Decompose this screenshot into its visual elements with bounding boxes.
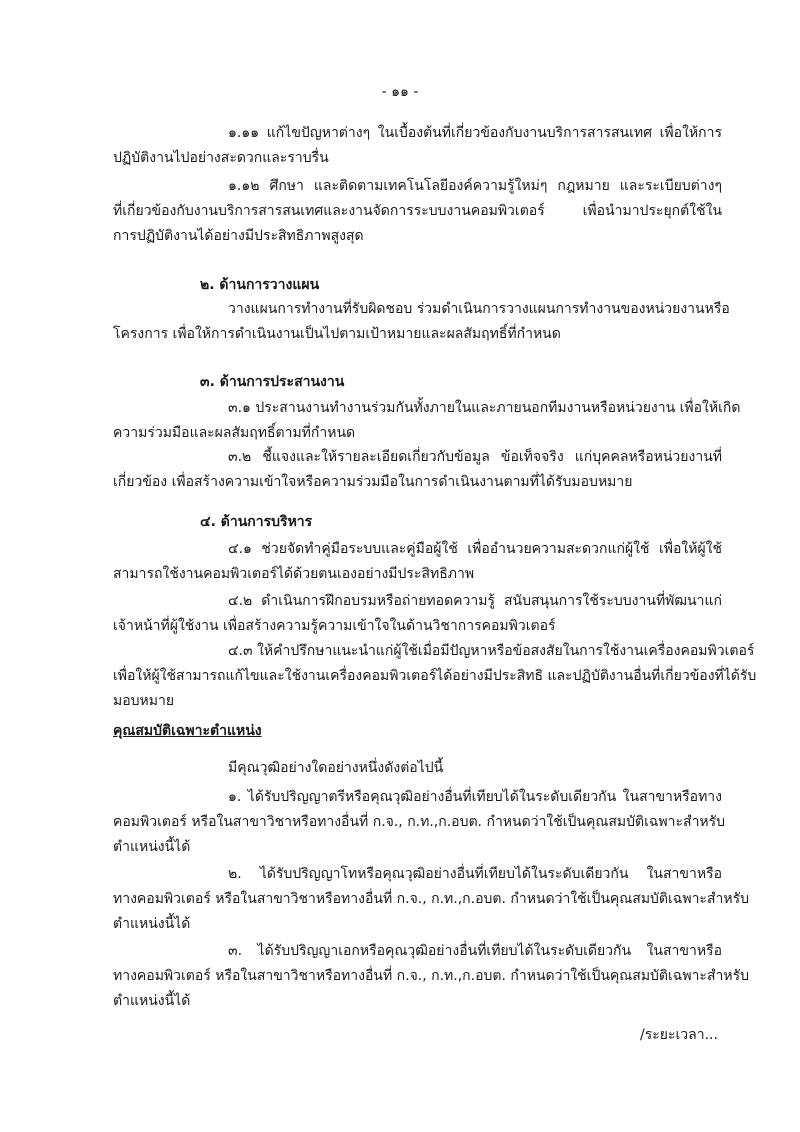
continuation-footer: /ระยะเวลา...: [640, 1027, 718, 1043]
text-line: ปฏิบัติงานไปอย่างสะดวกและราบรื่น: [113, 150, 329, 166]
paragraph-p3-1: [113, 396, 741, 446]
text-line: โครงการ เพื่อให้การดำเนินงานเป็นไปตามเป้าหมายและผลสัมฤทธิ์ที่กำหนด: [113, 326, 561, 342]
text-line: ๓.๒ ชี้แจงและให้รายละเอียดเกี่ยวกับข้อมูล ข้อเท็จจริง แก่บุคคลหรือหน่วยงานที่: [228, 449, 722, 465]
text-line: ตำแหน่งนี้ได้: [113, 916, 191, 932]
paragraph-q2: [113, 862, 749, 937]
paragraph-p4-1: [113, 537, 722, 587]
text-line: เกี่ยวข้อง เพื่อสร้างความเข้าใจหรือความร่วมมือในการดำเนินงานตามที่ได้รับมอบหมาย: [113, 474, 633, 490]
text-line: ๒. ด้านการวางแผน: [200, 277, 320, 293]
text-line: วางแผนการทำงานที่รับผิดชอบ ร่วมดำเนินการวางแผนการทำงานของหน่วยงานหรือ: [228, 301, 730, 317]
text-line: ๔.๒ ดำเนินการฝึกอบรมหรือถ่ายทอดความรู้ สนับสนุนการใช้ระบบงานที่พัฒนาแก่: [228, 593, 722, 609]
text-line: ๑.๑๑ แก้ไขปัญหาต่างๆ ในเบื้องต้นที่เกี่ยวข้องกับงานบริการสารสนเทศ เพื่อให้การ: [228, 125, 722, 141]
paragraph-qual-intro: [113, 756, 722, 781]
paragraph-p1-12: [113, 174, 722, 249]
text-line: สามารถใช้งานคอมพิวเตอร์ได้ด้วยตนเองอย่างมีประสิทธิภาพ: [113, 566, 475, 582]
text-line: ทางคอมพิวเตอร์ หรือในสาขาวิชาหรือทางอื่นที่ ก.จ., ก.ท.,ก.อบต. กำหนดว่าใช้เป็นคุณสมบัติเฉพาะสำหรับ: [113, 891, 749, 907]
paragraph-q1: [113, 785, 726, 860]
text-line: ๔.๓ ให้คำปรึกษาแนะนำแก่ผู้ใช้เมื่อมีปัญหาหรือข้อสงสัยในการใช้งานเครื่องคอมพิวเตอร์: [228, 643, 755, 659]
section-heading: [200, 510, 800, 535]
paragraph-p4-2: [113, 589, 722, 639]
text-line: ทางคอมพิวเตอร์ หรือในสาขาวิชาหรือทางอื่นที่ ก.จ., ก.ท.,ก.อบต. กำหนดว่าใช้เป็นคุณสมบัติเฉพาะสำหรับ: [113, 968, 749, 984]
text-line: ๓. ด้านการประสานงาน: [200, 374, 345, 390]
text-line: มอบหมาย: [113, 693, 175, 709]
text-line: เพื่อให้ผู้ใช้สามารถแก้ไขและใช้งานเครื่องคอมพิวเตอร์ได้อย่างมีประสิทธิ และปฏิบัติงานอื่นที่เกี่ยวข้องที่ได้รับ: [113, 668, 757, 684]
text-line: เจ้าหน้าที่ผู้ใช้งาน เพื่อสร้างความรู้ความเข้าใจในด้านวิชาการคอมพิวเตอร์: [113, 618, 556, 634]
paragraph-p4-3: [113, 639, 757, 714]
text-line: การปฏิบัติงานได้อย่างมีประสิทธิภาพสูงสุด: [113, 228, 364, 244]
qualifications-heading: [113, 719, 722, 744]
text-line: ตำแหน่งนี้ได้: [113, 839, 191, 855]
page-number: - ๑๑ -: [381, 84, 419, 100]
section-heading: [200, 273, 800, 298]
text-line: ๔. ด้านการบริหาร: [200, 514, 313, 530]
text-line: ๔.๑ ช่วยจัดทำคู่มือระบบและคู่มือผู้ใช้ เพื่ออำนวยความสะดวกแก่ผู้ใช้ เพื่อให้ผู้ใช้: [228, 541, 722, 557]
text-line: ความร่วมมือและผลสัมฤทธิ์ตามที่กำหนด: [113, 425, 356, 441]
text-line: ตำแหน่งนี้ได้: [113, 993, 191, 1009]
paragraph-p3-2: [113, 445, 722, 495]
text-line: คอมพิวเตอร์ หรือในสาขาวิชาหรือทางอื่นที่ ก.จ., ก.ท.,ก.อบต. กำหนดว่าใช้เป็นคุณสมบัติเฉพาะสำหรับ: [113, 814, 726, 830]
paragraph-p2: [113, 297, 730, 347]
paragraph-p1-11: [113, 121, 722, 171]
text-line: ที่เกี่ยวข้องกับงานบริการสารสนเทศและงานจัดการระบบงานคอมพิวเตอร์ เพื่อนำมาประยุกต์ใช้ใน: [113, 203, 722, 219]
text-line: ๑.๑๒ ศึกษา และติดตามเทคโนโลยีองค์ความรู้ใหม่ๆ กฎหมาย และระเบียบต่างๆ: [228, 178, 722, 194]
text-line: ๓. ได้รับปริญญาเอกหรือคุณวุฒิอย่างอื่นที่เทียบได้ในระดับเดียวกัน ในสาขาหรือ: [228, 943, 722, 959]
text-line: คุณสมบัติเฉพาะตำแหน่ง: [113, 723, 262, 739]
text-line: ๒. ได้รับปริญญาโทหรือคุณวุฒิอย่างอื่นที่เทียบได้ในระดับเดียวกัน ในสาขาหรือ: [228, 866, 722, 882]
text-line: ๓.๑ ประสานงานทำงานร่วมกันทั้งภายในและภายนอกทีมงานหรือหน่วยงาน เพื่อให้เกิด: [228, 400, 741, 416]
paragraph-q3: [113, 939, 749, 1014]
text-line: ๑. ได้รับปริญญาตรีหรือคุณวุฒิอย่างอื่นที่เทียบได้ในระดับเดียวกัน ในสาขาหรือทาง: [228, 789, 722, 805]
section-heading: [200, 370, 800, 395]
text-line: มีคุณวุฒิอย่างใดอย่างหนึ่งดังต่อไปนี้: [228, 760, 444, 776]
